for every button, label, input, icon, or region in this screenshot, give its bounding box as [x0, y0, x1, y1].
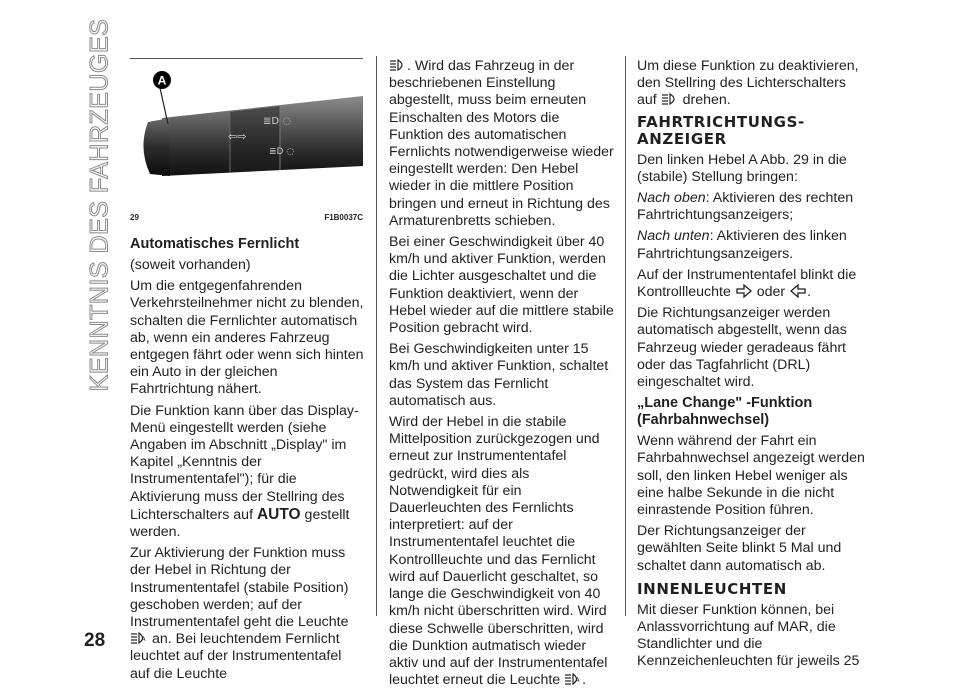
page-number: 28: [84, 630, 106, 651]
turn-left-icon: [789, 284, 807, 298]
heading-auto-highbeam: Automatisches Fernlicht: [130, 236, 300, 252]
high-beam-icon: [389, 58, 407, 72]
column-3: [637, 58, 867, 675]
svg-text:A: A: [575, 677, 580, 685]
chapter-title: KENNTNIS DES FAHRZEUGES: [85, 18, 114, 392]
paragraph: Zur Aktivierung der Funktion muss der Hebel in Richtung der Instrumententafel (stabile Position) geschoben werden; auf der Instrumententafel geht die Leuchte A an. Bei leuchtendem Fernlicht leuchtet auf der Instrumententafel auf die Leuchte: [130, 545, 349, 682]
high-beam-icon: [661, 92, 679, 106]
figure-caption: [130, 213, 363, 222]
column-divider: [625, 56, 626, 616]
turn-right-icon: [735, 284, 753, 298]
column-2: [389, 58, 615, 693]
paragraph: Den linken Hebel A Abb. 29 in die (stabile) Stellung bringen:: [637, 151, 847, 185]
auto-label: AUTO: [256, 505, 301, 523]
column-1: [130, 236, 365, 687]
figure-top-rule: [130, 58, 363, 59]
heading-turn-signals: FAHRTRICHTUNGS-ANZEIGER: [637, 112, 805, 148]
column-divider: [376, 56, 377, 616]
paragraph: Der Richtungsanzeiger der gewählten Seite blinkt 5 Mal und schaltet dann automatisch ab.: [637, 523, 842, 574]
chapter-sidebar: [80, 18, 120, 392]
paragraph: Um diese Funktion zu deaktivieren, den Stellring des Lichterschalters auf drehen.: [637, 58, 859, 109]
heading-interior-lights: INNENLEUCHTEN: [637, 579, 787, 598]
auto-high-beam-icon: [130, 631, 148, 645]
auto-high-beam-icon: [564, 672, 582, 686]
figure-29: [130, 58, 363, 213]
svg-text:⇦⇨: ⇦⇨: [228, 130, 247, 143]
svg-text:≣D ◌: ≣D ◌: [269, 147, 295, 157]
svg-text:A: A: [141, 636, 146, 644]
paragraph: Nach oben: Aktivieren des rechten Fahrtrichtungsanzeigers;: [637, 190, 854, 224]
figure-code: F1B0037C: [324, 213, 363, 222]
paragraph: Wenn während der Fahrt ein Fahrbahnwechsel angezeigt werden soll, den linken Hebel weniger als eine halbe Sekunde in die nicht einrastende Position führen.: [637, 433, 865, 519]
paragraph: Nach unten: Aktivieren des linken Fahrtrichtungsanzeigers.: [637, 228, 847, 262]
paragraph: Die Richtungsanzeiger werden automatisch abgestellt, wenn das Fahrzeug wieder geradeaus fährt oder das Tagfahrlicht (DRL) eingeschaltet wird.: [637, 305, 847, 391]
heading-lane-change: „Lane Change" -Funktion (Fahrbahnwechsel): [637, 395, 813, 429]
paragraph: Die Funktion kann über das Display-Menü eingestellt werden (siehe Angaben im Abschnitt „Display" im Kapitel „Kenntnis der Instrumententafel"); für die Aktivierung muss der Stellring des Lichterschalters auf AUTO gestellt werden.: [130, 402, 359, 541]
paragraph: Auf der Instrumententafel blinkt die Kontrollleuchte oder .: [637, 266, 857, 301]
stalk-illustration: [130, 58, 363, 213]
figure-number: 29: [130, 213, 139, 222]
paragraph: Mit dieser Funktion können, bei Anlassvorrichtung auf MAR, die Standlichter und die Kennzeichenleuchten für jeweils 25: [637, 601, 860, 670]
callout-a: A: [157, 73, 167, 88]
paragraph: Wird der Hebel in die stabile Mittelposition zurückgezogen und erneut zur Instrumententafel gedrückt, wird dies als Notwendigkeit für ein Dauerleuchten des Fernlichts interpretiert: auf der Instrumententafel leuchtet die Kontrollleuchte und das Fernlicht wird auf Dauerlicht geschaltet, so lange die Geschwindigkeit von 40 km/h nicht überschritten wird. Wird diese Schwelle überschritten, wird die Dunktion autmatisch wieder aktiv und auf der Instrumententafel leuchtet erneut die Leuchte A .: [389, 414, 608, 689]
paragraph: Bei Geschwindigkeiten unter 15 km/h und aktiver Funktion, schaltet das System das Fernlicht automatisch aus.: [389, 341, 609, 409]
svg-text:≣D ◌: ≣D ◌: [263, 116, 291, 127]
paragraph: . Wird das Fahrzeug in der beschriebenen Einstellung abgestellt, muss beim erneuten Einschalten des Motors die Funktion des automatischen Fernlichts notwendigerweise wieder eingestellt werden: Den Hebel wieder in die mittlere Position bringen und erneut in Richtung des Armaturenbretts schieben.: [389, 58, 614, 229]
subtitle-optional: (soweit vorhanden): [130, 257, 251, 273]
paragraph: Bei einer Geschwindigkeit über 40 km/h und aktiver Funktion, werden die Lichter ausgeschaltet und die Funktion deaktiviert, wenn der Hebel wieder auf die mittlere stabile Position gebracht wird.: [389, 234, 614, 337]
paragraph: Um die entgegenfahrenden Verkehrsteilnehmer nicht zu blenden, schalten die Fernlichter automatisch ab, wenn ein anderes Fahrzeug entgegen fährt oder wenn sich hinten ein Auto in der gleichen Fahrtrichtung nähert.: [130, 278, 364, 398]
